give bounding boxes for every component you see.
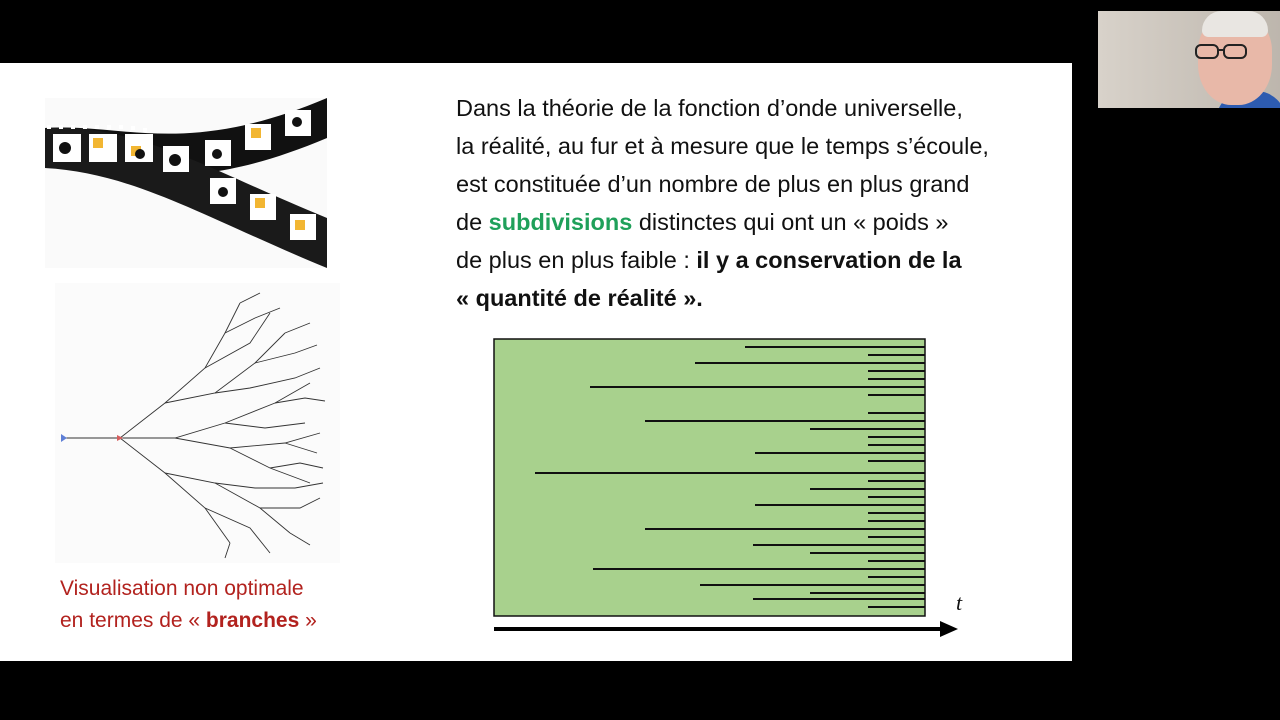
time-axis-arrowhead (940, 621, 958, 637)
subdivisions-highlight: subdivisions (488, 209, 633, 235)
paragraph-line-4: de subdivisions distinctes qui ont un « poids » (456, 209, 949, 235)
paragraph-line-3: est constituée d’un nombre de plus en plus grand (456, 171, 970, 197)
subdivision-diagram (490, 333, 970, 643)
paragraph-line-2: la réalité, au fur et à mesure que le temps s’écoule, (456, 133, 989, 159)
main-paragraph (456, 89, 1056, 317)
paragraph-line-6: « quantité de réalité ». (456, 285, 703, 311)
presenter-webcam (1098, 11, 1280, 108)
tree-caption (60, 573, 360, 637)
branching-tree-diagram (55, 283, 340, 563)
presentation-slide (0, 63, 1072, 661)
caption-line-1: Visualisation non optimale (60, 577, 304, 600)
paragraph-line-1: Dans la théorie de la fonction d’onde universelle, (456, 95, 963, 121)
caption-line-2: en termes de « branches » (60, 609, 317, 632)
time-axis-label: t (956, 590, 963, 615)
reality-area (494, 339, 925, 616)
glasses-icon (1194, 43, 1252, 61)
film-strip-illustration (45, 98, 327, 268)
paragraph-line-5: de plus en plus faible : il y a conservation de la (456, 247, 962, 273)
